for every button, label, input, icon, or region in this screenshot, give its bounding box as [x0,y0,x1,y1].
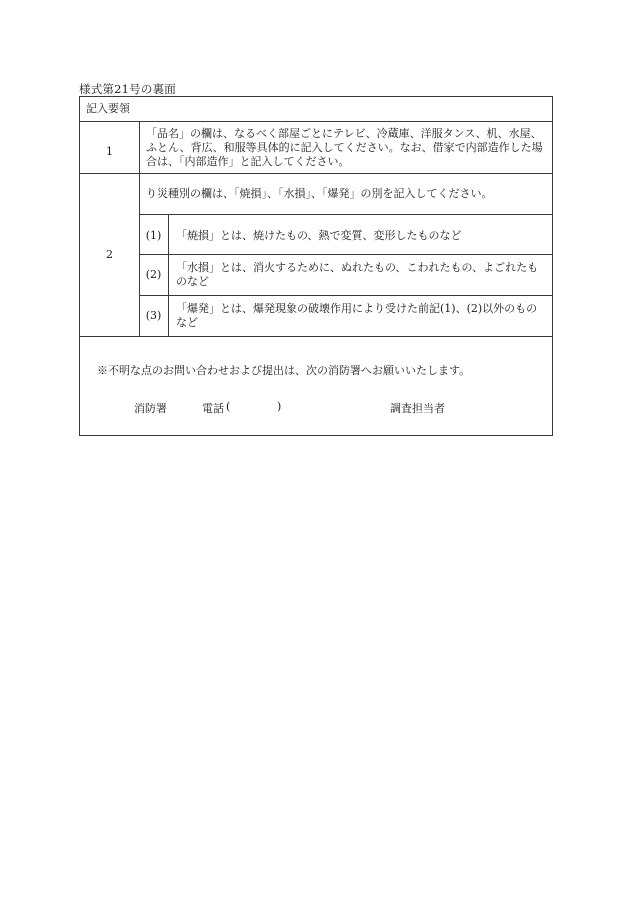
row-1-divider [80,173,552,174]
sub-item-1-label: (1) [145,229,162,242]
investigator-label: 調査担当者 [390,402,445,415]
phone-open-paren: ( [226,400,231,413]
sub-item-2-divider [139,295,552,296]
item-1-text: 「品名」の欄は、なるべく部屋ごとにテレビ、冷蔵庫、洋服タンス、机、水屋、ふとん、背広、和服等具体的に記入してください。なお、借家で内部造作した場合は、「内部造作」と記入してください。 [146,127,543,168]
sub-item-2-text: 「水損」とは、消火するために、ぬれたもの、こわれたもの、よごれたものなど [176,261,539,288]
fire-station-label: 消防署 [134,402,167,415]
sub-item-2-label: (2) [145,268,162,281]
sub-item-1-divider [139,254,552,255]
row-2-intro-divider [139,214,552,215]
form-title: 様式第21号の裏面 [79,82,176,96]
phone-close-paren: ) [277,400,282,413]
instructions-table [79,96,553,436]
item-2-number: 2 [106,248,113,261]
sub-item-3-label: (3) [145,309,162,322]
table-header: 記入要領 [86,102,130,115]
item-1-number: 1 [106,145,113,158]
item-2-text: り災種別の欄は、「焼損」、「水損」、「爆発」の別を記入してください。 [146,187,493,200]
row-2-divider [80,336,552,337]
header-divider [80,121,552,122]
sub-item-1-text: 「焼損」とは、焼けたもの、熱で変質、変形したものなど [176,229,462,242]
phone-label: 電話 [202,402,224,415]
inquiry-note: ※不明な点のお問い合わせおよび提出は、次の消防署へお願いいたします。 [97,364,471,377]
sub-label-column-divider [168,214,169,336]
sub-item-3-text: 「爆発」とは、爆発現象の破壊作用により受けた前記(1)、(2)以外のものなど [176,302,538,329]
